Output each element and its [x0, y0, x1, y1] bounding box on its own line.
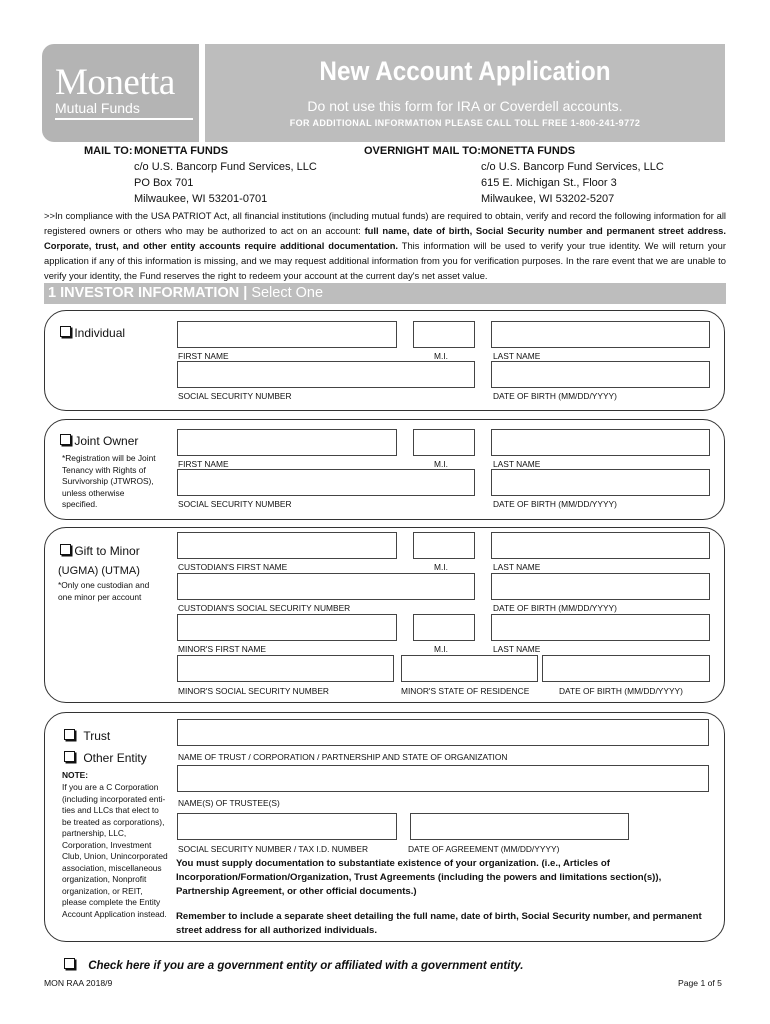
joint-owner-option[interactable]	[60, 434, 138, 447]
overnight-line: 615 E. Michigan St., Floor 3	[481, 177, 617, 189]
joint-dob-label: DATE OF BIRTH (MM/DD/YYYY)	[493, 499, 617, 509]
minor-dob-label: DATE OF BIRTH (MM/DD/YYYY)	[559, 686, 683, 696]
individual-last-name-input[interactable]	[491, 321, 710, 348]
minor-first-name-input[interactable]	[177, 614, 397, 641]
joint-ssn-label: SOCIAL SECURITY NUMBER	[178, 499, 292, 509]
remember-note: Remember to include a separate sheet detailing the full name, date of birth, Social Security number, and permanent street address for all authorized individuals.	[176, 911, 702, 936]
section-title: 1 INVESTOR INFORMATION |	[48, 285, 252, 301]
overnight-address	[481, 143, 664, 207]
trust-note-title: NOTE:	[62, 770, 89, 780]
individual-first-name-input[interactable]	[177, 321, 397, 348]
logo-name: Monetta	[55, 62, 175, 103]
trust-note: If you are a C Corporation (including incorporated enti- ties and LLCs that elect to be treated as corporations), partnership, LLC, Corporation, Investment Club, Union, Unincorporated association, miscellaneous organization, Nonprofit organization, or REIT, please complete the Entity Account Application instead.	[62, 782, 168, 919]
page-title: New Account Application	[319, 56, 611, 86]
custodian-last-label: LAST NAME	[493, 562, 541, 572]
individual-ssn-input[interactable]	[177, 361, 475, 388]
trust-option[interactable]	[64, 729, 110, 742]
joint-mi-label: M.I.	[434, 459, 448, 469]
mail-to-line: PO Box 701	[134, 177, 194, 189]
joint-owner-checkbox[interactable]	[60, 434, 71, 445]
custodian-ssn-label: CUSTODIAN'S SOCIAL SECURITY NUMBER	[178, 603, 351, 613]
trustees-input[interactable]	[177, 765, 709, 792]
agreement-date-label: DATE OF AGREEMENT (MM/DD/YYYY)	[408, 844, 560, 854]
minor-ssn-input[interactable]	[177, 655, 394, 682]
patriot-bold-text: full name, date of birth, Social Security number and permanent street address. Corporate, trust, and other entity accounts require additional documentation.	[44, 225, 727, 251]
joint-first-name-input[interactable]	[177, 429, 397, 456]
trust-checkbox[interactable]	[64, 729, 75, 740]
individual-checkbox[interactable]	[60, 326, 71, 337]
joint-ssn-input[interactable]	[177, 469, 475, 496]
joint-owner-label: Joint Owner	[74, 434, 139, 448]
agreement-date-input[interactable]	[410, 813, 629, 840]
custodian-mi-label: M.I.	[434, 562, 448, 572]
custodian-mi-input[interactable]	[413, 532, 475, 559]
trustees-label: NAME(S) OF TRUSTEE(S)	[178, 798, 280, 808]
form-id: MON RAA 2018/9	[44, 978, 113, 988]
header-banner	[205, 44, 725, 142]
minor-mi-label: M.I.	[434, 644, 448, 654]
custodian-first-label: CUSTODIAN'S FIRST NAME	[178, 562, 288, 572]
gift-to-minor-checkbox[interactable]	[60, 544, 71, 555]
patriot-text: >>In compliance with the USA PATRIOT Act, all financial institutions (including mutual funds) are required to obtain, verify and record the following information for all registered owners or others who may be authorized to act on an account:	[44, 210, 726, 236]
individual-label: Individual	[74, 326, 126, 340]
documentation-note: You must supply documentation to substantiate existence of your organization. (i.e., Articles of Incorporation/Formation/Organization, Trust Agreements (including the powers and limitations section(s)), Partnership Agreement, or other official documents.)	[176, 858, 662, 897]
trust-label: Trust	[83, 729, 111, 743]
overnight-line: MONETTA FUNDS	[481, 145, 576, 157]
mail-to-line: Milwaukee, WI 53201-0701	[134, 193, 268, 205]
individual-dob-input[interactable]	[491, 361, 710, 388]
overnight-line: c/o U.S. Bancorp Fund Services, LLC	[481, 161, 664, 173]
overnight-line: Milwaukee, WI 53202-5207	[481, 193, 615, 205]
joint-first-label: FIRST NAME	[178, 459, 229, 469]
individual-mi-label: M.I.	[434, 351, 448, 361]
minor-mi-input[interactable]	[413, 614, 475, 641]
joint-last-name-input[interactable]	[491, 429, 710, 456]
joint-owner-note: *Registration will be Joint Tenancy with Rights of Survivorship (JTWROS), unless otherwise specified.	[62, 453, 156, 509]
other-entity-checkbox[interactable]	[64, 751, 75, 762]
custodian-dob-input[interactable]	[491, 573, 710, 600]
individual-last-label: LAST NAME	[493, 351, 541, 361]
monetta-logo	[42, 44, 199, 142]
individual-mi-input[interactable]	[413, 321, 475, 348]
logo-underline	[55, 118, 193, 120]
mail-to-line: MONETTA FUNDS	[134, 145, 229, 157]
other-entity-label: Other Entity	[83, 751, 147, 765]
custodian-last-name-input[interactable]	[491, 532, 710, 559]
patriot-text-2: This information will be used to verify your true identity. We will return your application if any of this information is missing, and we may request additional information from you for verification purposes. In the rare event that we are unable to verify your identity, the Fund reserves the right to redeem your account at the current day's net asset value.	[44, 240, 726, 281]
minor-last-name-input[interactable]	[491, 614, 710, 641]
gift-to-minor-option[interactable]	[60, 544, 140, 557]
custodian-dob-label: DATE OF BIRTH (MM/DD/YYYY)	[493, 603, 617, 613]
individual-ssn-label: SOCIAL SECURITY NUMBER	[178, 391, 292, 401]
gift-act-label: (UGMA) (UTMA)	[58, 565, 140, 577]
minor-ssn-label: MINOR'S SOCIAL SECURITY NUMBER	[178, 686, 329, 696]
government-checkbox[interactable]	[64, 958, 75, 969]
minor-state-label: MINOR'S STATE OF RESIDENCE	[401, 686, 530, 696]
page-subtitle: Do not use this form for IRA or Coverdell accounts.	[307, 98, 623, 114]
trust-name-input[interactable]	[177, 719, 709, 746]
minor-state-input[interactable]	[401, 655, 538, 682]
gift-to-minor-label: Gift to Minor	[74, 544, 140, 558]
tax-id-label: SOCIAL SECURITY NUMBER / TAX I.D. NUMBER	[178, 844, 369, 854]
section-select: Select One	[251, 285, 324, 301]
tax-id-input[interactable]	[177, 813, 397, 840]
mail-to-label: MAIL TO:	[84, 145, 133, 157]
trust-name-label: NAME OF TRUST / CORPORATION / PARTNERSHIP AND STATE OF ORGANIZATION	[178, 752, 508, 762]
custodian-first-name-input[interactable]	[177, 532, 397, 559]
individual-option[interactable]	[60, 326, 125, 339]
government-label: Check here if you are a government entity or affiliated with a government entity.	[88, 960, 524, 972]
page-number: Page 1 of 5	[678, 978, 722, 988]
mail-to-line: c/o U.S. Bancorp Fund Services, LLC	[134, 161, 317, 173]
joint-last-label: LAST NAME	[493, 459, 541, 469]
individual-first-label: FIRST NAME	[178, 351, 229, 361]
joint-dob-input[interactable]	[491, 469, 710, 496]
government-option[interactable]	[64, 958, 523, 972]
gift-note: *Only one custodian and one minor per account	[58, 580, 150, 602]
minor-first-label: MINOR'S FIRST NAME	[178, 644, 266, 654]
other-entity-option[interactable]	[64, 751, 147, 764]
individual-dob-label: DATE OF BIRTH (MM/DD/YYYY)	[493, 391, 617, 401]
minor-last-label: LAST NAME	[493, 644, 541, 654]
minor-dob-input[interactable]	[542, 655, 710, 682]
section-header	[44, 283, 726, 304]
phone-line: FOR ADDITIONAL INFORMATION PLEASE CALL TOLL FREE 1-800-241-9772	[289, 118, 641, 128]
logo-subtitle: Mutual Funds	[55, 100, 140, 116]
patriot-act-notice	[44, 208, 726, 283]
mail-to-address	[134, 143, 317, 207]
joint-mi-input[interactable]	[413, 429, 475, 456]
custodian-ssn-input[interactable]	[177, 573, 475, 600]
overnight-label: OVERNIGHT MAIL TO:	[364, 145, 481, 157]
